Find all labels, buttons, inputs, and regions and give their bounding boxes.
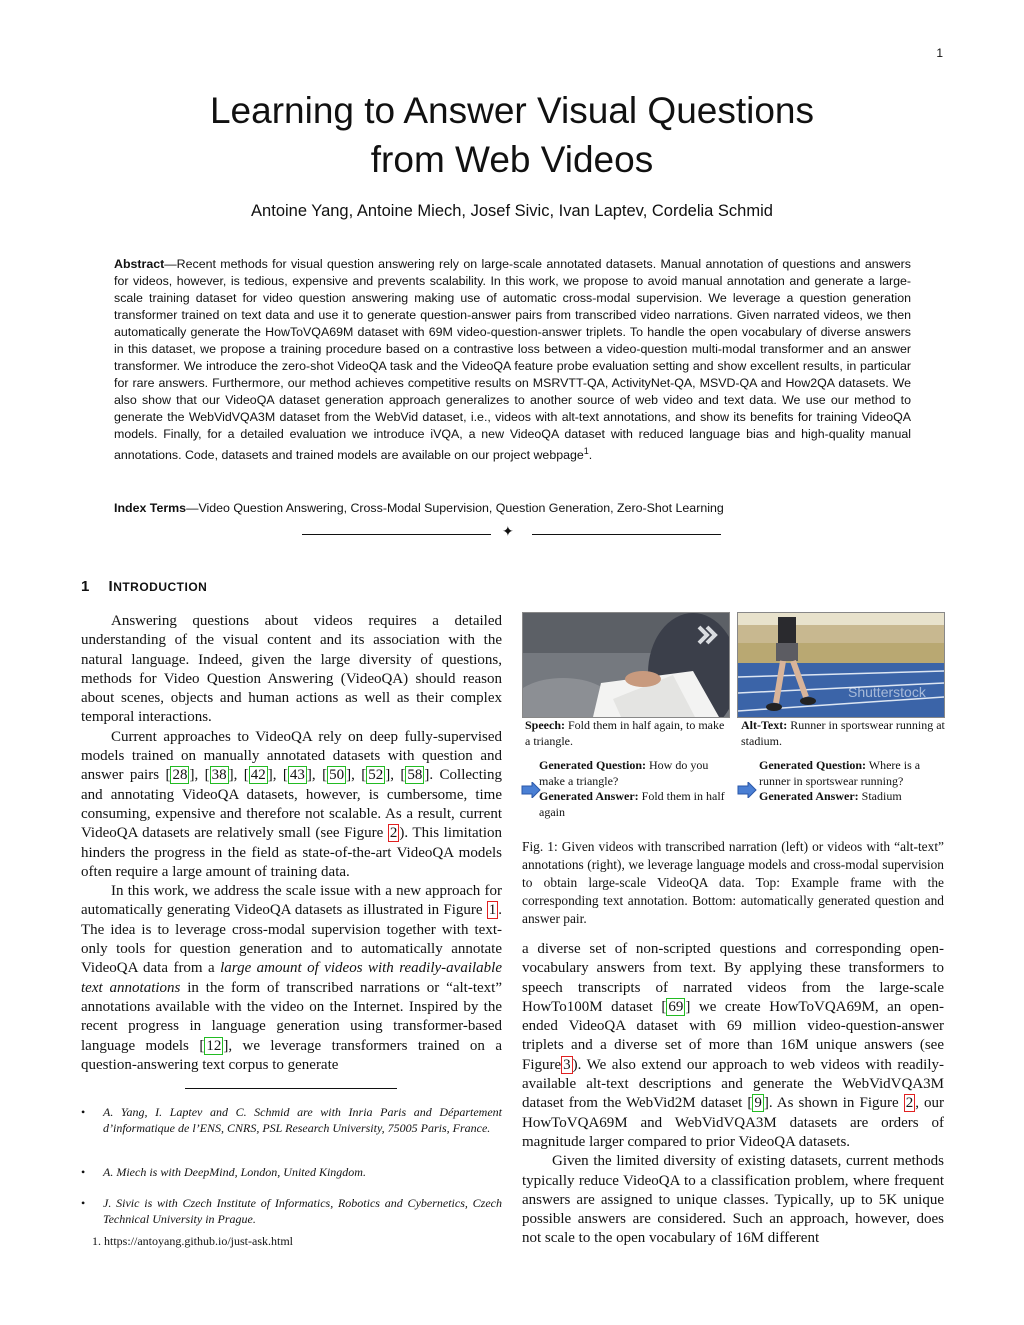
figure-2-link[interactable]: 2: [905, 1095, 914, 1112]
bullet-icon: •: [81, 1105, 86, 1119]
index-terms-label: Index Terms: [114, 501, 187, 515]
citation-52[interactable]: 52: [368, 767, 384, 784]
figure-frame-speech: [522, 612, 730, 718]
authors: Antoine Yang, Antoine Miech, Josef Sivic, Ivan Laptev, Cordelia Schmid: [251, 202, 773, 220]
left-column-body: [81, 612, 502, 1075]
footnote-url[interactable]: 1. https://antoyang.github.io/just-ask.html: [92, 1234, 293, 1248]
title-line-1: Learning to Answer Visual Questions: [209, 90, 814, 131]
abstract-text: —Recent methods for visual question answering rely on large-scale annotated datasets. Manual annotation of questions and answers for videos, however, is tedious, expensive and prevents scalability. In this work, we propose to avoid manual annotation and generate a large-scale training dataset for video question answering making use of automatic cross-modal supervision. We leverage a question generation transformer trained on text data and use it to generate question-answer pairs from transcribed video narrations. Given narrated videos, we then automatically generate the HowToVQA69M dataset with 69M video-question-answer triplets. To handle the open vocabulary of diverse answers in this dataset, we propose a training procedure based on a contrastive loss between a video-question multi-modal transformer and an answer transformer. We introduce the zero-shot VideoQA task and the VideoQA feature probe evaluation setting and show excellent results, in particular for rare answers. Furthermore, our method achieves competitive results on MSRVTT-QA, ActivityNet-QA, MSVD-QA and How2QA datasets. We also show that our VideoQA dataset generation approach generalizes to another source of web video and text data. We use our method to generate the WebVidVQA3M dataset from the WebVid dataset, i.e., videos with alt-text annotations, and show its benefits for training VideoQA models. Finally, for a detailed evaluation we introduce iVQA, a new VideoQA dataset with reduced language bias and high-quality manual annotations. Code, datasets and trained models are available on our project webpage: [114, 257, 911, 463]
speech-annotation: Speech: Fold them in half again, to make a triangle.: [525, 718, 725, 748]
figure-frame-alt-text: [737, 612, 945, 718]
separator-rule-right: [532, 534, 721, 535]
paragraph-2: Current approaches to VideoQA rely on deep fully-supervised models trained on manually annotated datasets with question and answer pairs [ 28 ], [ 38 ], [ 42 ], [ 43 ], [ 50 ], [ 52 ], [ 58 ]. Collecting and annotating VideoQA datasets, however, is cumbersome, time consuming, expensive and therefore not scalable. As a result, current VideoQA datasets are relatively small (see Figure 2 ). This limitation hinders the progress in the field as state-of-the-art VideoQA models often require a large amount of training data.: [81, 728, 503, 880]
figure-2-link[interactable]: 2: [389, 825, 398, 842]
separator-rule-left: [302, 534, 491, 535]
generated-question-left: Generated Question: How do you make a triangle?: [539, 758, 709, 788]
paragraph-1: Answering questions about videos requires a detailed understanding of the visual content and its association with the natural language. Indeed, given the large diversity of questions, methods for Video Question Answering (VideoQA) should reason about scenes, objects and human actions as well as their complex temporal interactions.: [81, 613, 502, 726]
abstract: [114, 256, 911, 464]
index-terms-text: —Video Question Answering, Cross-Modal Supervision, Question Generation, Zero-Shot Learning: [186, 501, 724, 515]
abstract-label: Abstract: [114, 257, 165, 271]
paragraph-next: Given the limited diversity of existing datasets, current methods typically reduce VideoQA to a classification problem, where frequent answers are assigned to unique classes. Typically, up to 5K unique possible answers are considered. Such an approach, however, does not scale to the open vocabulary of 16M different: [522, 1153, 944, 1247]
generated-qa-right: [759, 758, 949, 805]
footnote-rule: [185, 1088, 397, 1089]
right-arrow-icon: [521, 782, 541, 798]
section-number: 1: [81, 578, 90, 595]
page-number: 1: [936, 46, 943, 60]
abstract-footnote-mark[interactable]: 1: [583, 446, 589, 456]
generated-answer-left: Generated Answer: Fold them in half again: [539, 789, 725, 819]
figure-1-caption: Fig. 1: Given videos with transcribed narration (left) or videos with “alt-text” annotations (right), we leverage language models and cross-modal supervision to obtain large-scale VideoQA data. Top: Example frame with the corresponding text annotation. Bottom: automatically generated question and answer pair.: [522, 839, 944, 926]
figure-3-link[interactable]: 3: [563, 1056, 571, 1073]
bullet-icon: •: [81, 1165, 86, 1179]
citation-28[interactable]: 28: [172, 767, 188, 784]
title-line-2: from Web Videos: [370, 139, 654, 180]
alt-text-annotation: Alt-Text: Runner in sportswear running at stadium.: [741, 718, 945, 748]
watermark-text: Shutterstock: [848, 684, 926, 700]
footnote-affiliation-2: • A. Miech is with DeepMind, London, United Kingdom.: [81, 1165, 366, 1179]
paragraph-3: In this work, we address the scale issue with a new approach for automatically generating VideoQA datasets as illustrated in Figure 1 . The idea is to leverage cross-modal supervision together with text-only tools for question generation and to automatically annotate VideoQA data from a large amount of videos with readily-available text annotations in the form of transcribed narrations or “alt-text” annotations available with the video on the Internet. Inspired by the recent progress in language generation using transformer-based language models [ 12 ], we leverage transformers trained on a question-answering text corpus to generate: [81, 883, 502, 1073]
video-frame-runner-stadium: [738, 613, 944, 717]
citation-69[interactable]: 69: [668, 998, 684, 1015]
generated-question-right: Generated Question: Where is a runner in sportswear running?: [759, 758, 921, 788]
figure-1-link[interactable]: 1: [488, 902, 497, 919]
paper-title: [0, 86, 1024, 184]
right-arrow-icon: [737, 782, 757, 798]
citation-38[interactable]: 38: [211, 767, 227, 784]
right-column-body: [522, 940, 944, 1249]
section-heading: [81, 578, 207, 595]
index-terms: [114, 500, 911, 517]
citation-12[interactable]: 12: [206, 1037, 222, 1054]
citation-58[interactable]: 58: [407, 767, 423, 784]
footnote-affiliation-1: • A. Yang, I. Laptev and C. Schmid are with Inria Paris and Département d’informatique de l’ENS, CNRS, PSL Research University, 75005 Paris, France.: [81, 1105, 502, 1135]
generated-answer-right: Generated Answer: Stadium: [759, 789, 902, 803]
footnote-affiliation-3: • J. Sivic is with Czech Institute of Informatics, Robotics and Cybernetics, Czech Technical University in Prague.: [81, 1196, 502, 1226]
citation-9[interactable]: 9: [754, 1095, 762, 1112]
citation-50[interactable]: 50: [329, 767, 345, 784]
section-title-rest: NTRODUCTION: [113, 580, 208, 594]
citation-42[interactable]: 42: [250, 767, 266, 784]
bullet-icon: •: [81, 1196, 86, 1210]
citation-43[interactable]: 43: [289, 767, 305, 784]
video-frame-folding-paper: [523, 613, 729, 717]
emphasis-text: large amount of videos with readily-available text annotations: [81, 960, 502, 996]
generated-qa-left: [539, 758, 731, 820]
abstract-end: .: [588, 448, 593, 463]
paragraph-continued: a diverse set of non-scripted questions and corresponding open-vocabulary answers from text. By applying these transformers to speech transcripts of narrated videos from the large-scale HowTo100M dataset [ 69 ] we create HowToVQA69M, an open-ended VideoQA dataset with 69 million video-question-answer triplets and a diverse set of more than 16M unique answers (see Figure 3 ). We also extend our approach to web videos with readily-available alt-text descriptions and generate the WebVidVQA3M dataset from the WebVid2M dataset [ 9 ]. As shown in Figure 2 , our HowToVQA69M and WebVidVQA3M datasets are orders of magnitude larger compared to prior VideoQA datasets.: [522, 941, 945, 1150]
separator-diamond-icon: ✦: [502, 525, 514, 540]
section-title-initial: I: [108, 578, 114, 595]
